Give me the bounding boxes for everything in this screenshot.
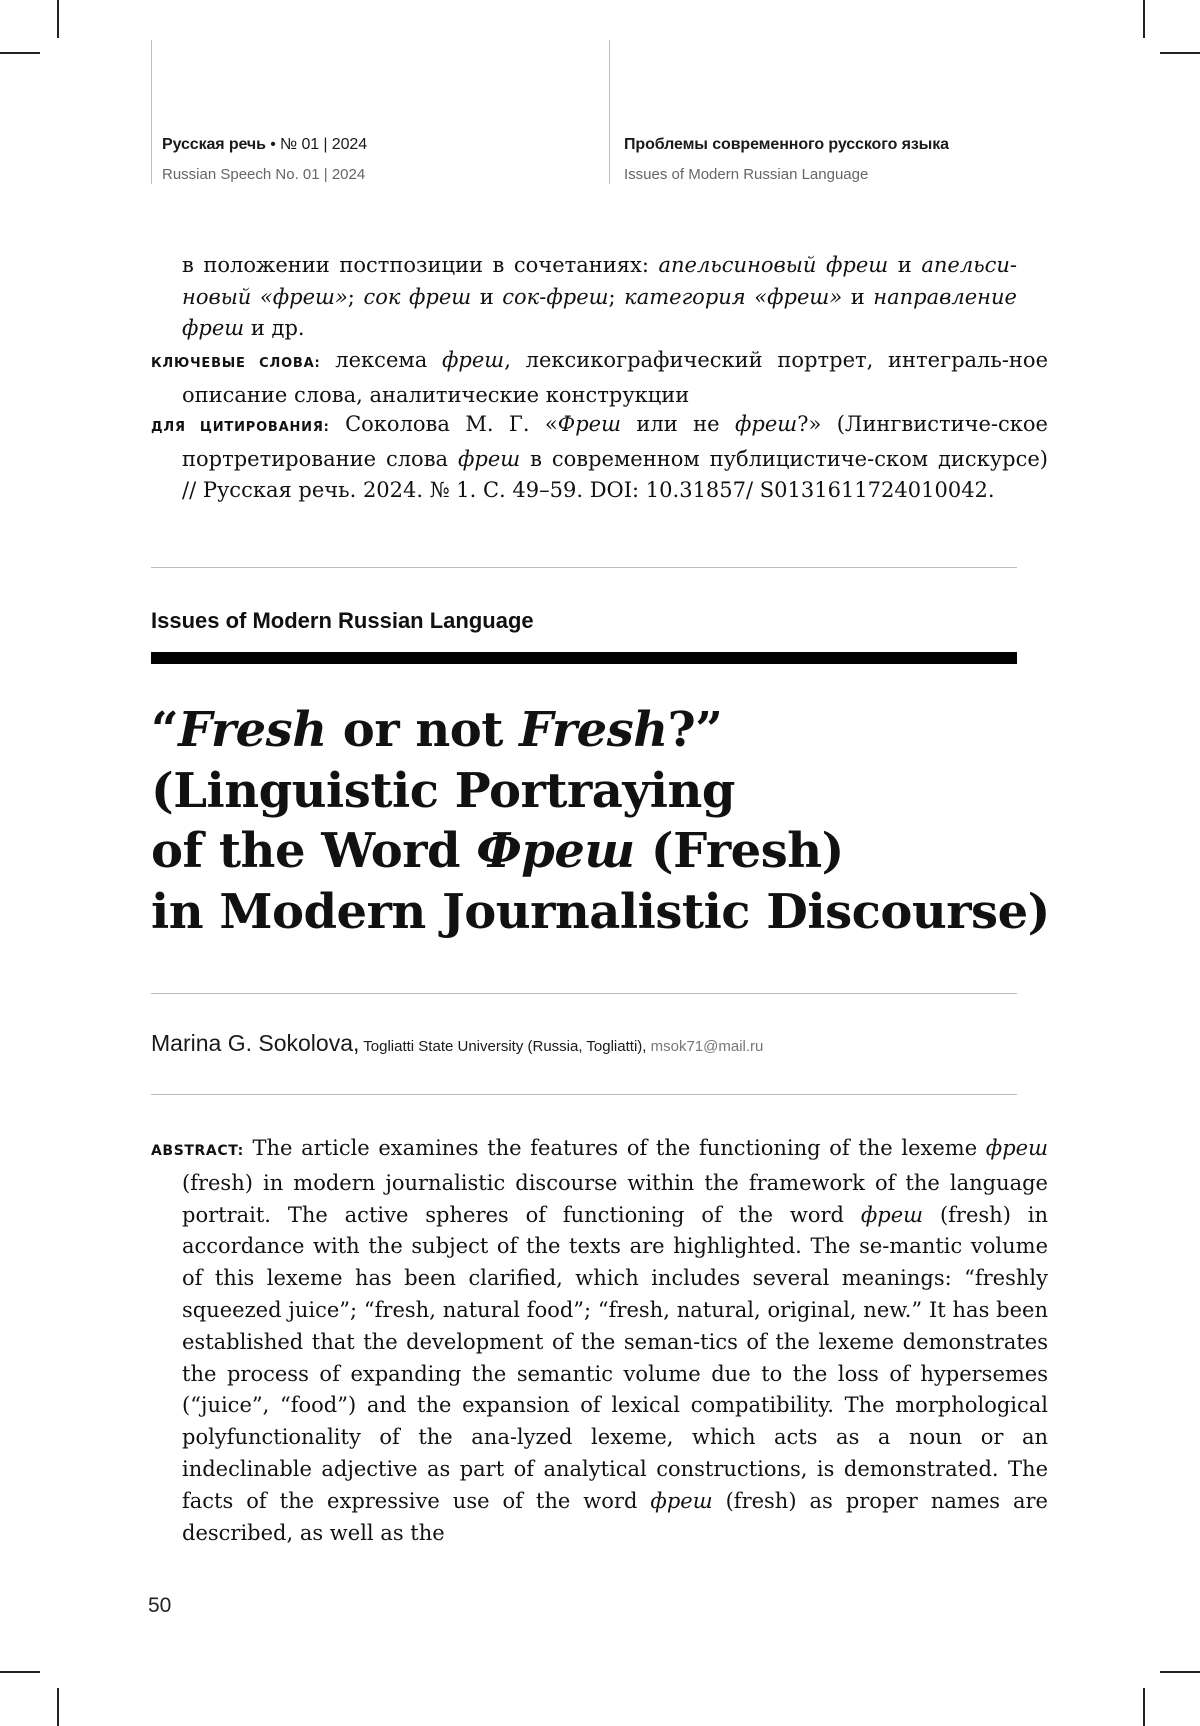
divider-top — [151, 567, 1017, 568]
header-left-rule — [151, 40, 152, 184]
keywords-label: КЛЮЧЕВЫЕ СЛОВА: — [151, 356, 321, 371]
author-line — [151, 1030, 763, 1057]
crop-mark-top-right-h — [1160, 52, 1200, 54]
header-journal-en: Russian Speech No. 01 | 2024 — [162, 166, 366, 183]
citation-label: ДЛЯ ЦИТИРОВАНИЯ: — [151, 420, 330, 435]
crop-mark-bottom-left-h — [0, 1671, 40, 1673]
crop-mark-bottom-right-h — [1160, 1671, 1200, 1673]
keywords-block: КЛЮЧЕВЫЕ СЛОВА: лексема фреш, лексикографический портрет, интеграль-ное описание слова, аналитические конструкции — [151, 348, 1048, 407]
issue-ru: • № 01 | 2024 — [265, 136, 367, 153]
crop-mark-bottom-right-v — [1143, 1688, 1145, 1726]
crop-mark-top-left-h — [0, 52, 40, 54]
page-number: 50 — [148, 1594, 172, 1617]
article-title: “Fresh or not Fresh?” (Linguistic Portraying of the Word Фреш (Fresh) in Modern Journalistic Discourse) — [151, 702, 1050, 940]
divider-author-top — [151, 993, 1017, 994]
abstract-label: ABSTRACT: — [151, 1143, 244, 1159]
author-email[interactable]: msok71@mail.ru — [650, 1038, 764, 1055]
ru-abstract-tail: в положении постпозиции в сочетаниях: апельсиновый фреш и апельси-новый «фреш»; сок фреш и сок-фреш; категория «фреш» и направление фреш и др. — [182, 253, 1018, 340]
author-affiliation: Togliatti State University (Russia, Togliatti), — [359, 1038, 651, 1055]
crop-mark-bottom-left-v — [57, 1688, 59, 1726]
header-journal-ru — [162, 136, 367, 154]
author-name: Marina G. Sokolova, — [151, 1030, 360, 1056]
divider-author-bottom — [151, 1094, 1017, 1095]
journal-name-ru: Русская речь — [162, 136, 266, 153]
crop-mark-top-right-v — [1143, 0, 1145, 38]
section-bar — [151, 652, 1017, 664]
abstract-block: ABSTRACT: The article examines the features of the functioning of the lexeme фреш (fresh) in modern journalistic discourse within the framework of the language portrait. The active spheres of functioning of the word фреш (fresh) in accordance with the subject of the texts are highlighted. The se-mantic volume of this lexeme has been clarified, which includes several meanings: “freshly squeezed juice”; “fresh, natural food”; “fresh, natural, original, new.” It has been established that the development of the seman-tics of the lexeme demonstrates the process of expanding the semantic volume due to the loss of hypersemes (“juice”, “food”) and the expansion of lexical compatibility. The morphological polyfunctionality of the ana-lyzed lexeme, which acts as a noun or an indeclinable adjective as part of analytical constructions, is demonstrated. The facts of the expressive use of the word фреш (fresh) as proper names are described, as well as the — [151, 1136, 1048, 1545]
citation-block: ДЛЯ ЦИТИРОВАНИЯ: Соколова М. Г. «Фреш или не фреш?» (Лингвистиче-ское портретирование слова фреш в современном публицистиче-ском дискурсе) // Русская речь. 2024. № 1. С. 49–59. DOI: 10.31857/ S0131611724010042. — [151, 412, 1048, 502]
header-section-en: Issues of Modern Russian Language — [624, 166, 869, 183]
header-section-ru: Проблемы современного русского языка — [624, 136, 949, 153]
header-right-rule — [609, 40, 610, 184]
crop-mark-top-left-v — [57, 0, 59, 38]
section-title: Issues of Modern Russian Language — [151, 608, 534, 633]
